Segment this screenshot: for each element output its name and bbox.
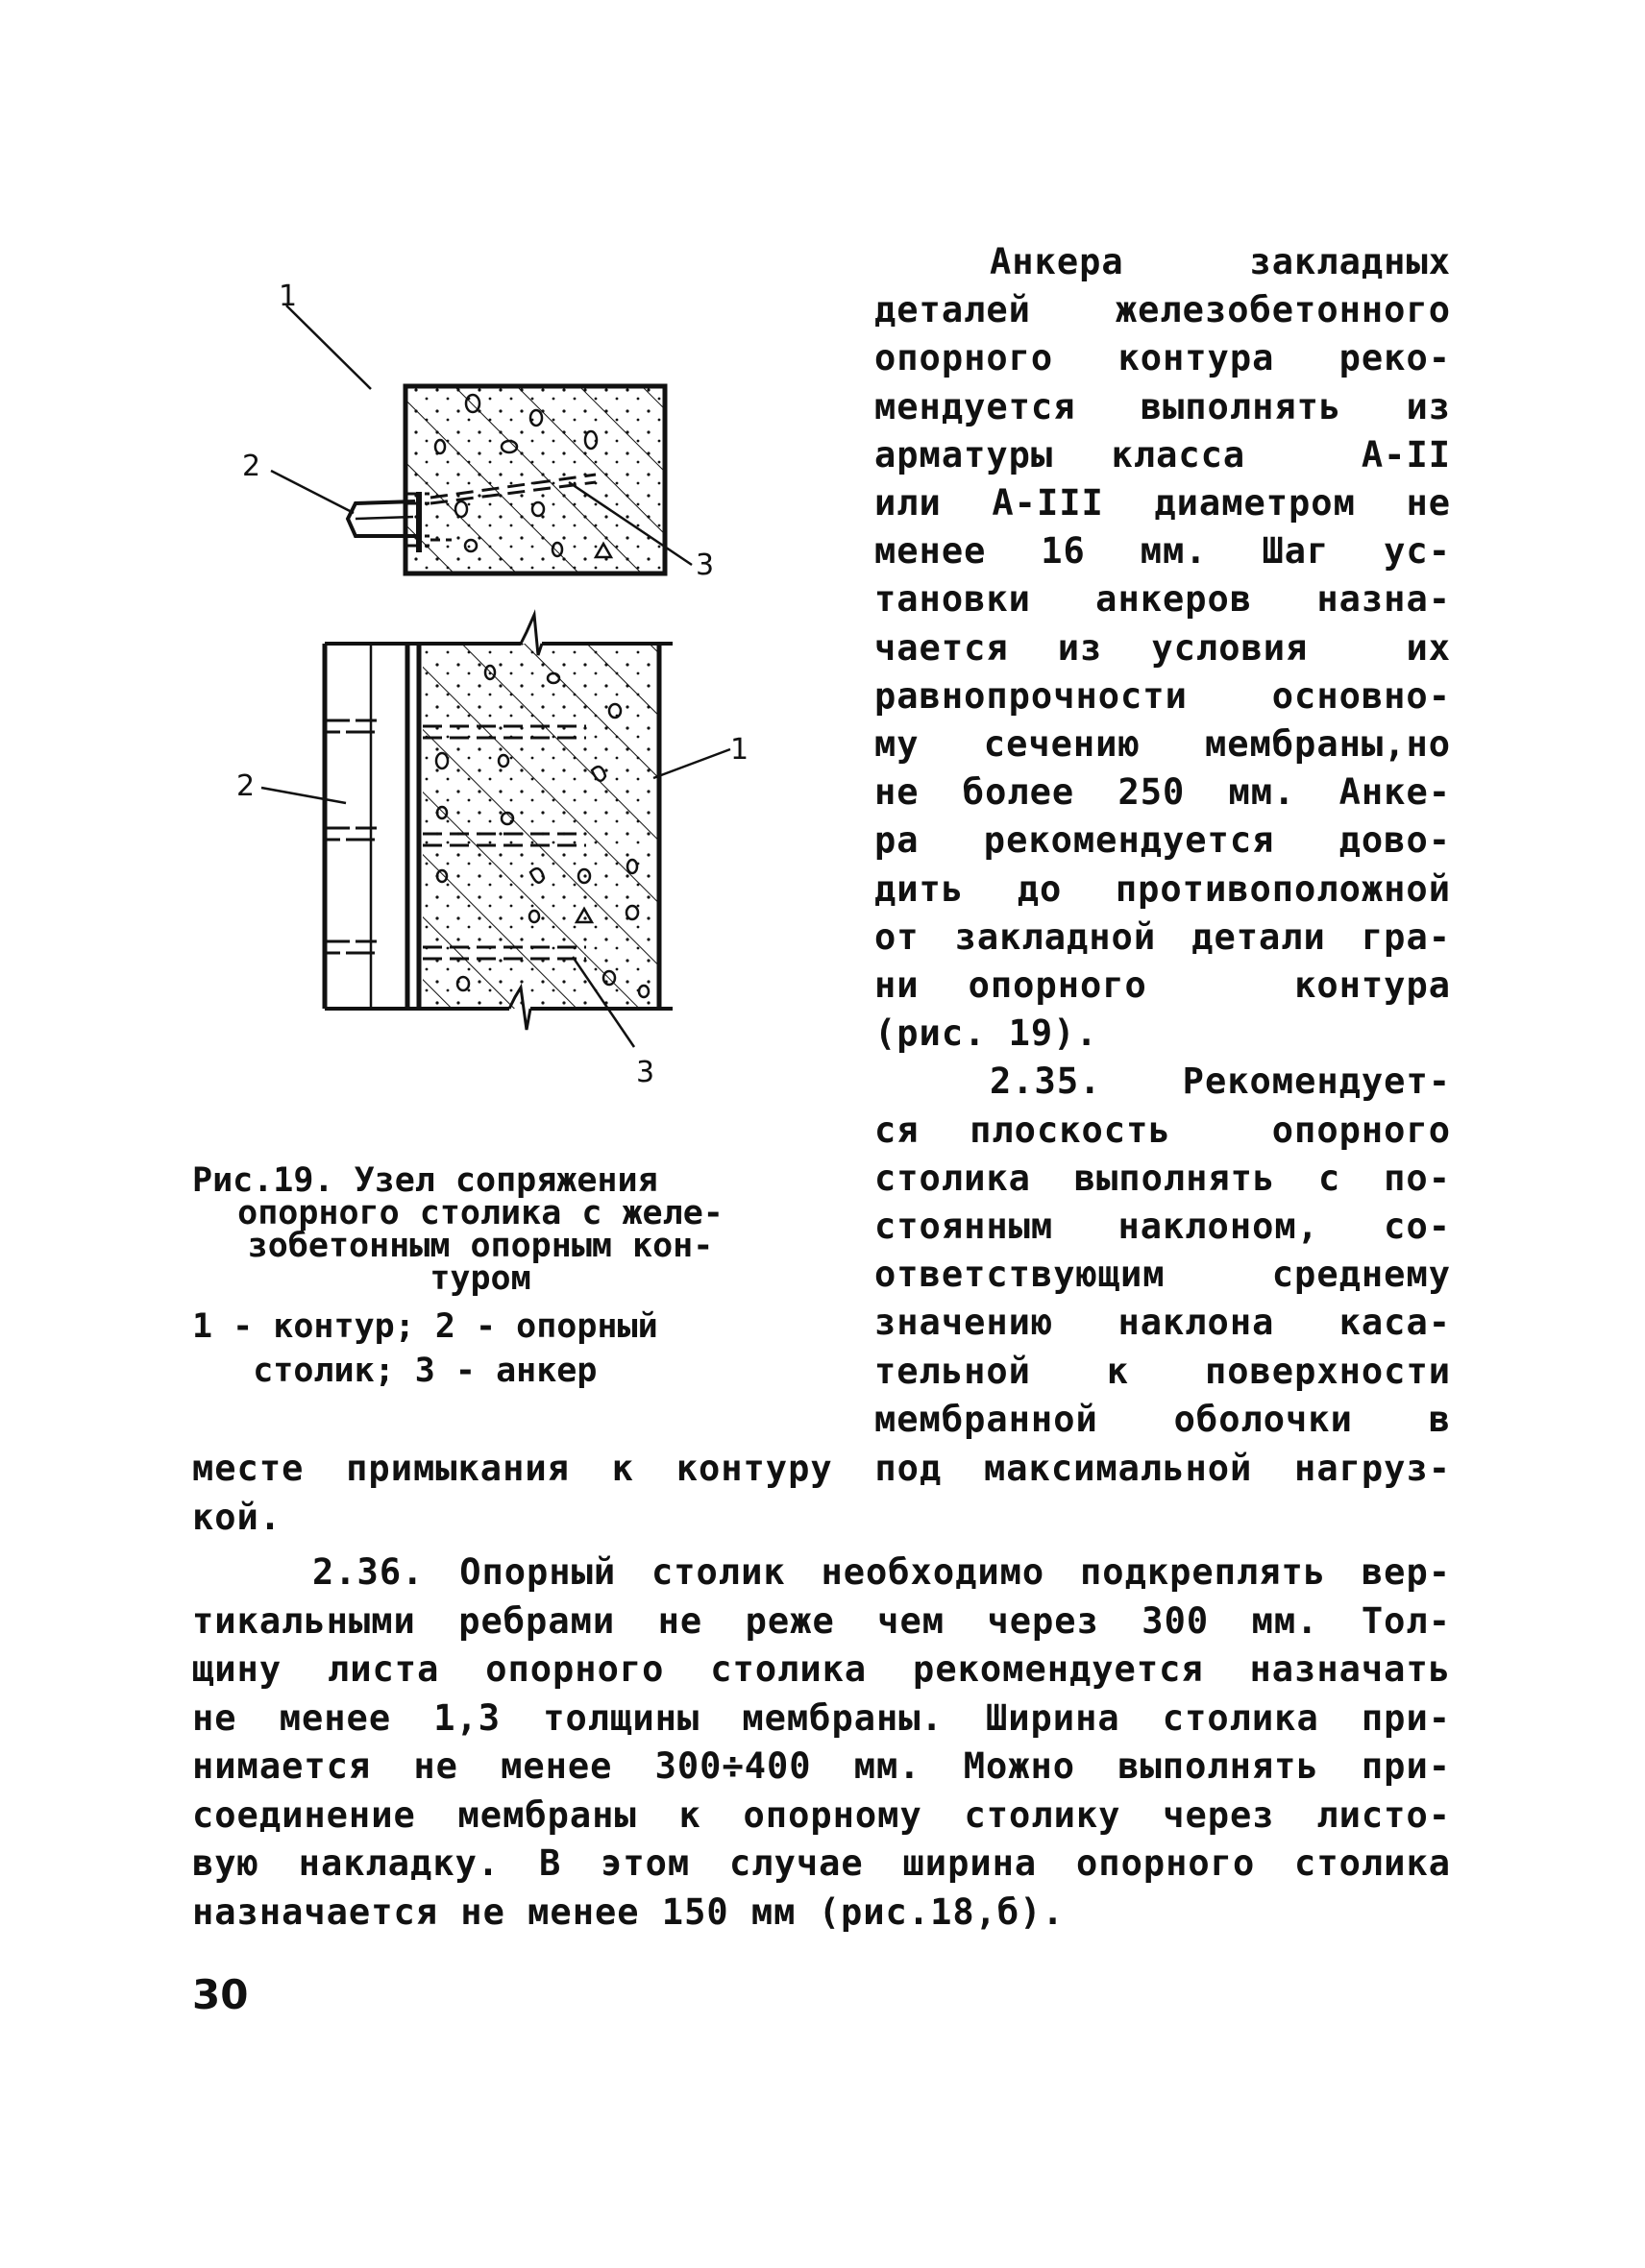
text-line: не менее 1,3 толщины мембраны. Ширина столика при- [192, 1696, 1451, 1739]
legend-line: столик; 3 - анкер [192, 1352, 598, 1390]
text-line: мендуется выполнять из [874, 385, 1451, 427]
text-line: соединение мембраны к опорному столику через листо- [192, 1793, 1451, 1836]
text-line: ся плоскость опорного [874, 1109, 1451, 1151]
figure-top-label-1: 1 [279, 280, 298, 313]
figure-side-view [236, 615, 749, 1089]
text-line: или А-III диаметром не [874, 482, 1451, 524]
paragraph-2-36 [192, 1549, 1451, 1937]
legend-line: 1 - контур; 2 - опорный [192, 1307, 658, 1346]
text-line: ни опорного контура [874, 964, 1451, 1007]
caption-legend [192, 1305, 769, 1393]
caption-title: Рис.19. Узел сопряжения [192, 1161, 658, 1200]
text-line: дить до противоположной [874, 867, 1451, 910]
figure-top-label-2: 2 [242, 450, 261, 483]
text-line: значению наклона каса- [874, 1302, 1451, 1344]
caption-line: туром [430, 1259, 531, 1298]
figure-caption [192, 1161, 769, 1393]
text-line: му сечению мембраны,но [874, 723, 1451, 766]
text-line: от закладной детали гра- [874, 915, 1451, 958]
text-line: не более 250 мм. Анке- [874, 771, 1451, 814]
caption-line: опорного столика с желе- [237, 1194, 724, 1232]
text-line: менее 16 мм. Шаг ус- [874, 530, 1451, 573]
text-line: месте примыкания к контуру под максимальной нагруз- [192, 1448, 1451, 1489]
text-line: равнопрочности основно- [874, 674, 1451, 717]
text-line: тельной к поверхности [874, 1350, 1451, 1392]
figure-side-label-1: 1 [730, 733, 749, 767]
page-number: 30 [192, 1971, 249, 2018]
right-column-text [874, 238, 1451, 1444]
figure-top-view [242, 280, 714, 582]
text-line: стоянным наклоном, со- [874, 1206, 1451, 1248]
paragraph-continuation [192, 1445, 1451, 1542]
text-line: Анкера закладных [990, 241, 1451, 282]
figure-19-drawing [221, 279, 759, 1105]
figure-top-label-3: 3 [696, 549, 715, 582]
text-line: мембранной оболочки в [874, 1398, 1451, 1440]
caption-line: зобетонным опорным кон- [247, 1227, 714, 1265]
text-line: тикальными ребрами не реже чем через 300 мм. Тол- [192, 1599, 1451, 1642]
text-line: назначается не менее 150 мм (рис.18,б). [192, 1890, 1065, 1933]
text-line: 2.36. Опорный столик необходимо подкреплять вер- [312, 1551, 1451, 1593]
text-line: ра рекомендуется дово- [874, 819, 1451, 862]
text-line: чается из условия их [874, 626, 1451, 669]
text-line: арматуры класса А-II [874, 433, 1451, 476]
text-line: деталей железобетонного [874, 289, 1451, 331]
text-line: опорного контура реко- [874, 337, 1451, 379]
text-line: тановки анкеров назна- [874, 578, 1451, 621]
text-line: нимается не менее 300÷400 мм. Можно выполнять при- [192, 1745, 1451, 1787]
text-line: 2.35. Рекомендует- [990, 1061, 1451, 1103]
text-line: вую накладку. В этом случае ширина опорного столика [192, 1842, 1451, 1884]
text-line: столика выполнять с по- [874, 1157, 1451, 1199]
figure-side-label-3: 3 [636, 1056, 655, 1089]
text-line: кой. [192, 1496, 282, 1538]
figure-side-label-2: 2 [236, 769, 256, 803]
text-line: ответствующим среднему [874, 1254, 1451, 1296]
text-line: (рис. 19). [874, 1012, 1098, 1055]
text-line: щину листа опорного столика рекомендуется назначать [192, 1648, 1451, 1690]
